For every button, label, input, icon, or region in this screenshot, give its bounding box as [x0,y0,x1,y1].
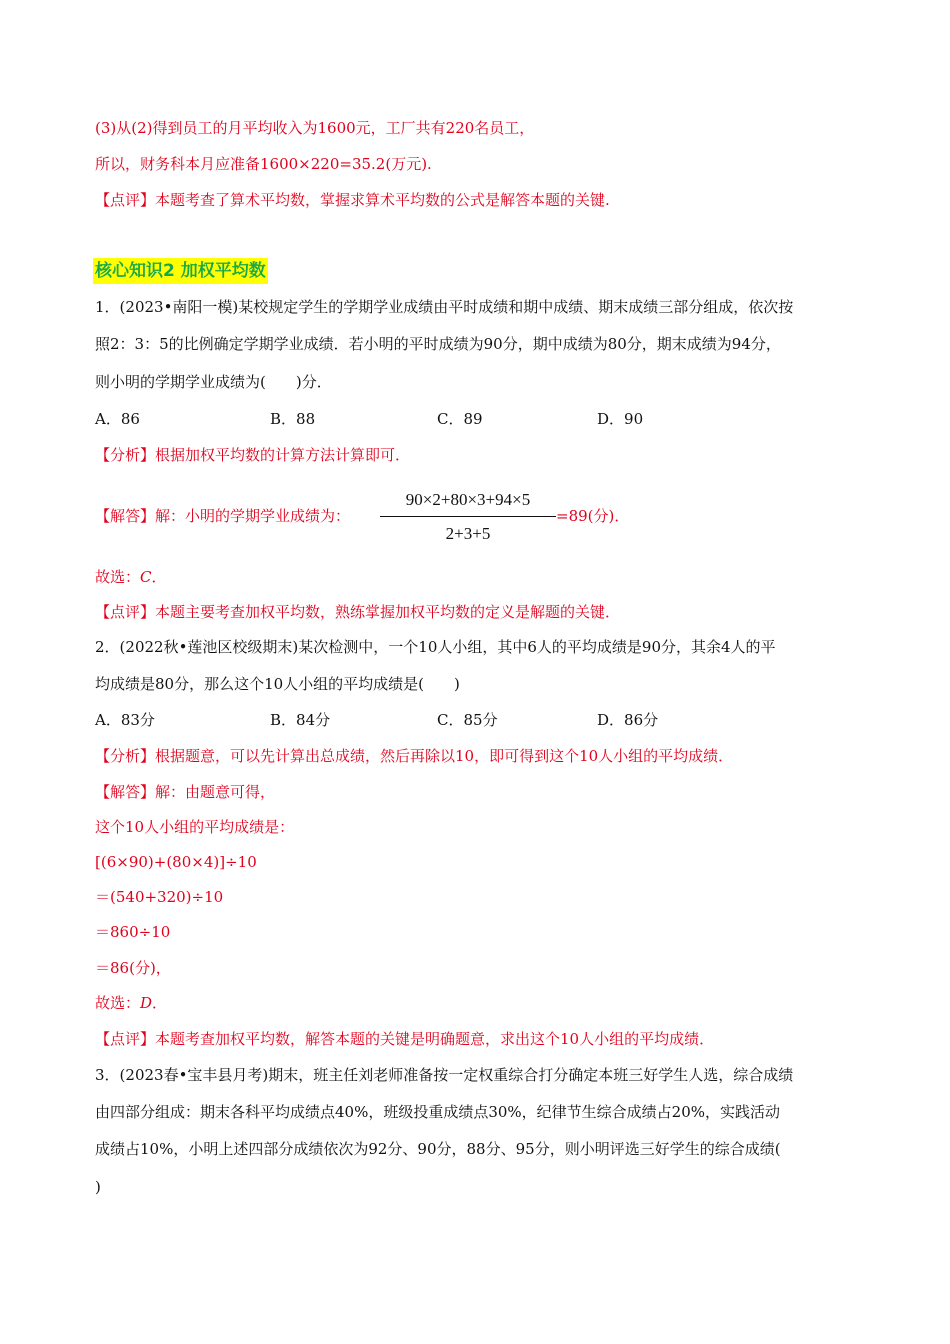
fraction-numerator: 90×2+80×3+94×5 [405,490,531,509]
q3-line3: 成绩占10%，小明上述四部分成绩依次为92分、90分，88分、95分，则小明评选三好学生的综合成绩( [95,1140,781,1158]
q2-answer-intro: 【解答】解：由题意可得， [95,783,276,801]
fraction-bar [380,516,556,517]
q2-calc2: ＝(540+320)÷10 [95,888,224,906]
q3-line1: 3．(2023春•宝丰县月考)期末，班主任刘老师准备按一定权重综合打分确定本班三好学生人选，综合成绩 [95,1066,794,1084]
choice-prefix: 故选： [95,994,141,1012]
prev-step3-line: (3)从(2)得到员工的月平均收入为1600元，工厂共有220名员工， [95,119,535,137]
q2-line1: 2．(2022秋•莲池区校级期末)某次检测中，一个10人小组，其中6人的平均成绩是90分，其余4人的平 [95,638,776,656]
q1-option-a: A．86 [95,410,140,428]
choice-suffix: ． [152,994,168,1012]
choice-prefix: 故选： [95,568,141,586]
fraction-denominator: 2+3+5 [445,524,491,543]
q1-answer-prefix: 【解答】解：小明的学期学业成绩为： [95,507,351,525]
q2-choice-line [95,992,167,1014]
q2-answer-line2: 这个10人小组的平均成绩是： [95,818,295,836]
choice-suffix: ． [151,568,167,586]
q1-option-c: C．89 [437,410,483,428]
q1-comment: 【点评】本题主要考查加权平均数，熟练掌握加权平均数的定义是解题的关键． [95,603,621,621]
q2-option-a: A．83分 [95,711,155,729]
q1-line1: 1．(2023•南阳一模)某校规定学生的学期学业成绩由平时成绩和期中成绩、期末成绩三部分组成，依次按 [95,298,794,316]
q1-choice-line [95,566,167,588]
q1-line2: 照2：3：5的比例确定学期学业成绩．若小明的平时成绩为90分，期中成绩为80分，期末成绩为94分， [95,335,781,353]
q1-option-d: D．90 [597,410,644,428]
q2-calc1: [(6×90)+(80×4)]÷10 [95,853,257,871]
q3-line4: ) [95,1178,101,1196]
q1-option-b: B．88 [270,410,316,428]
q3-line2: 由四部分组成：期末各科平均成绩点40%，班级投重成绩点30%，纪律节生综合成绩占20%，实践活动 [95,1103,781,1121]
prev-step3b-line: 所以，财务科本月应准备1600×220=35.2(万元). [95,155,432,173]
choice-letter: D [140,994,153,1012]
q2-option-c: C．85分 [437,711,498,729]
q2-line2: 均成绩是80分，那么这个10人小组的平均成绩是( ) [95,675,460,693]
prev-comment: 【点评】本题考查了算术平均数，掌握求算术平均数的公式是解答本题的关键. [95,191,610,209]
q2-analysis: 【分析】根据题意，可以先计算出总成绩，然后再除以10，即可得到这个10人小组的平均成绩． [95,747,734,765]
section-heading: 核心知识2 加权平均数 [93,258,268,284]
q1-line3: 则小明的学期学业成绩为( )分． [95,373,332,391]
q2-calc3: ＝860÷10 [95,923,171,941]
q2-option-b: B．84分 [270,711,331,729]
q1-answer-suffix: =89(分)． [556,507,630,525]
q2-calc4: ＝86(分)， [95,959,171,977]
choice-letter: C [140,568,152,586]
q2-option-d: D．86分 [597,711,659,729]
q2-comment: 【点评】本题考查加权平均数，解答本题的关键是明确题意，求出这个10人小组的平均成绩． [95,1030,715,1048]
q1-analysis: 【分析】根据加权平均数的计算方法计算即可． [95,446,411,464]
q1-fraction [380,488,556,546]
